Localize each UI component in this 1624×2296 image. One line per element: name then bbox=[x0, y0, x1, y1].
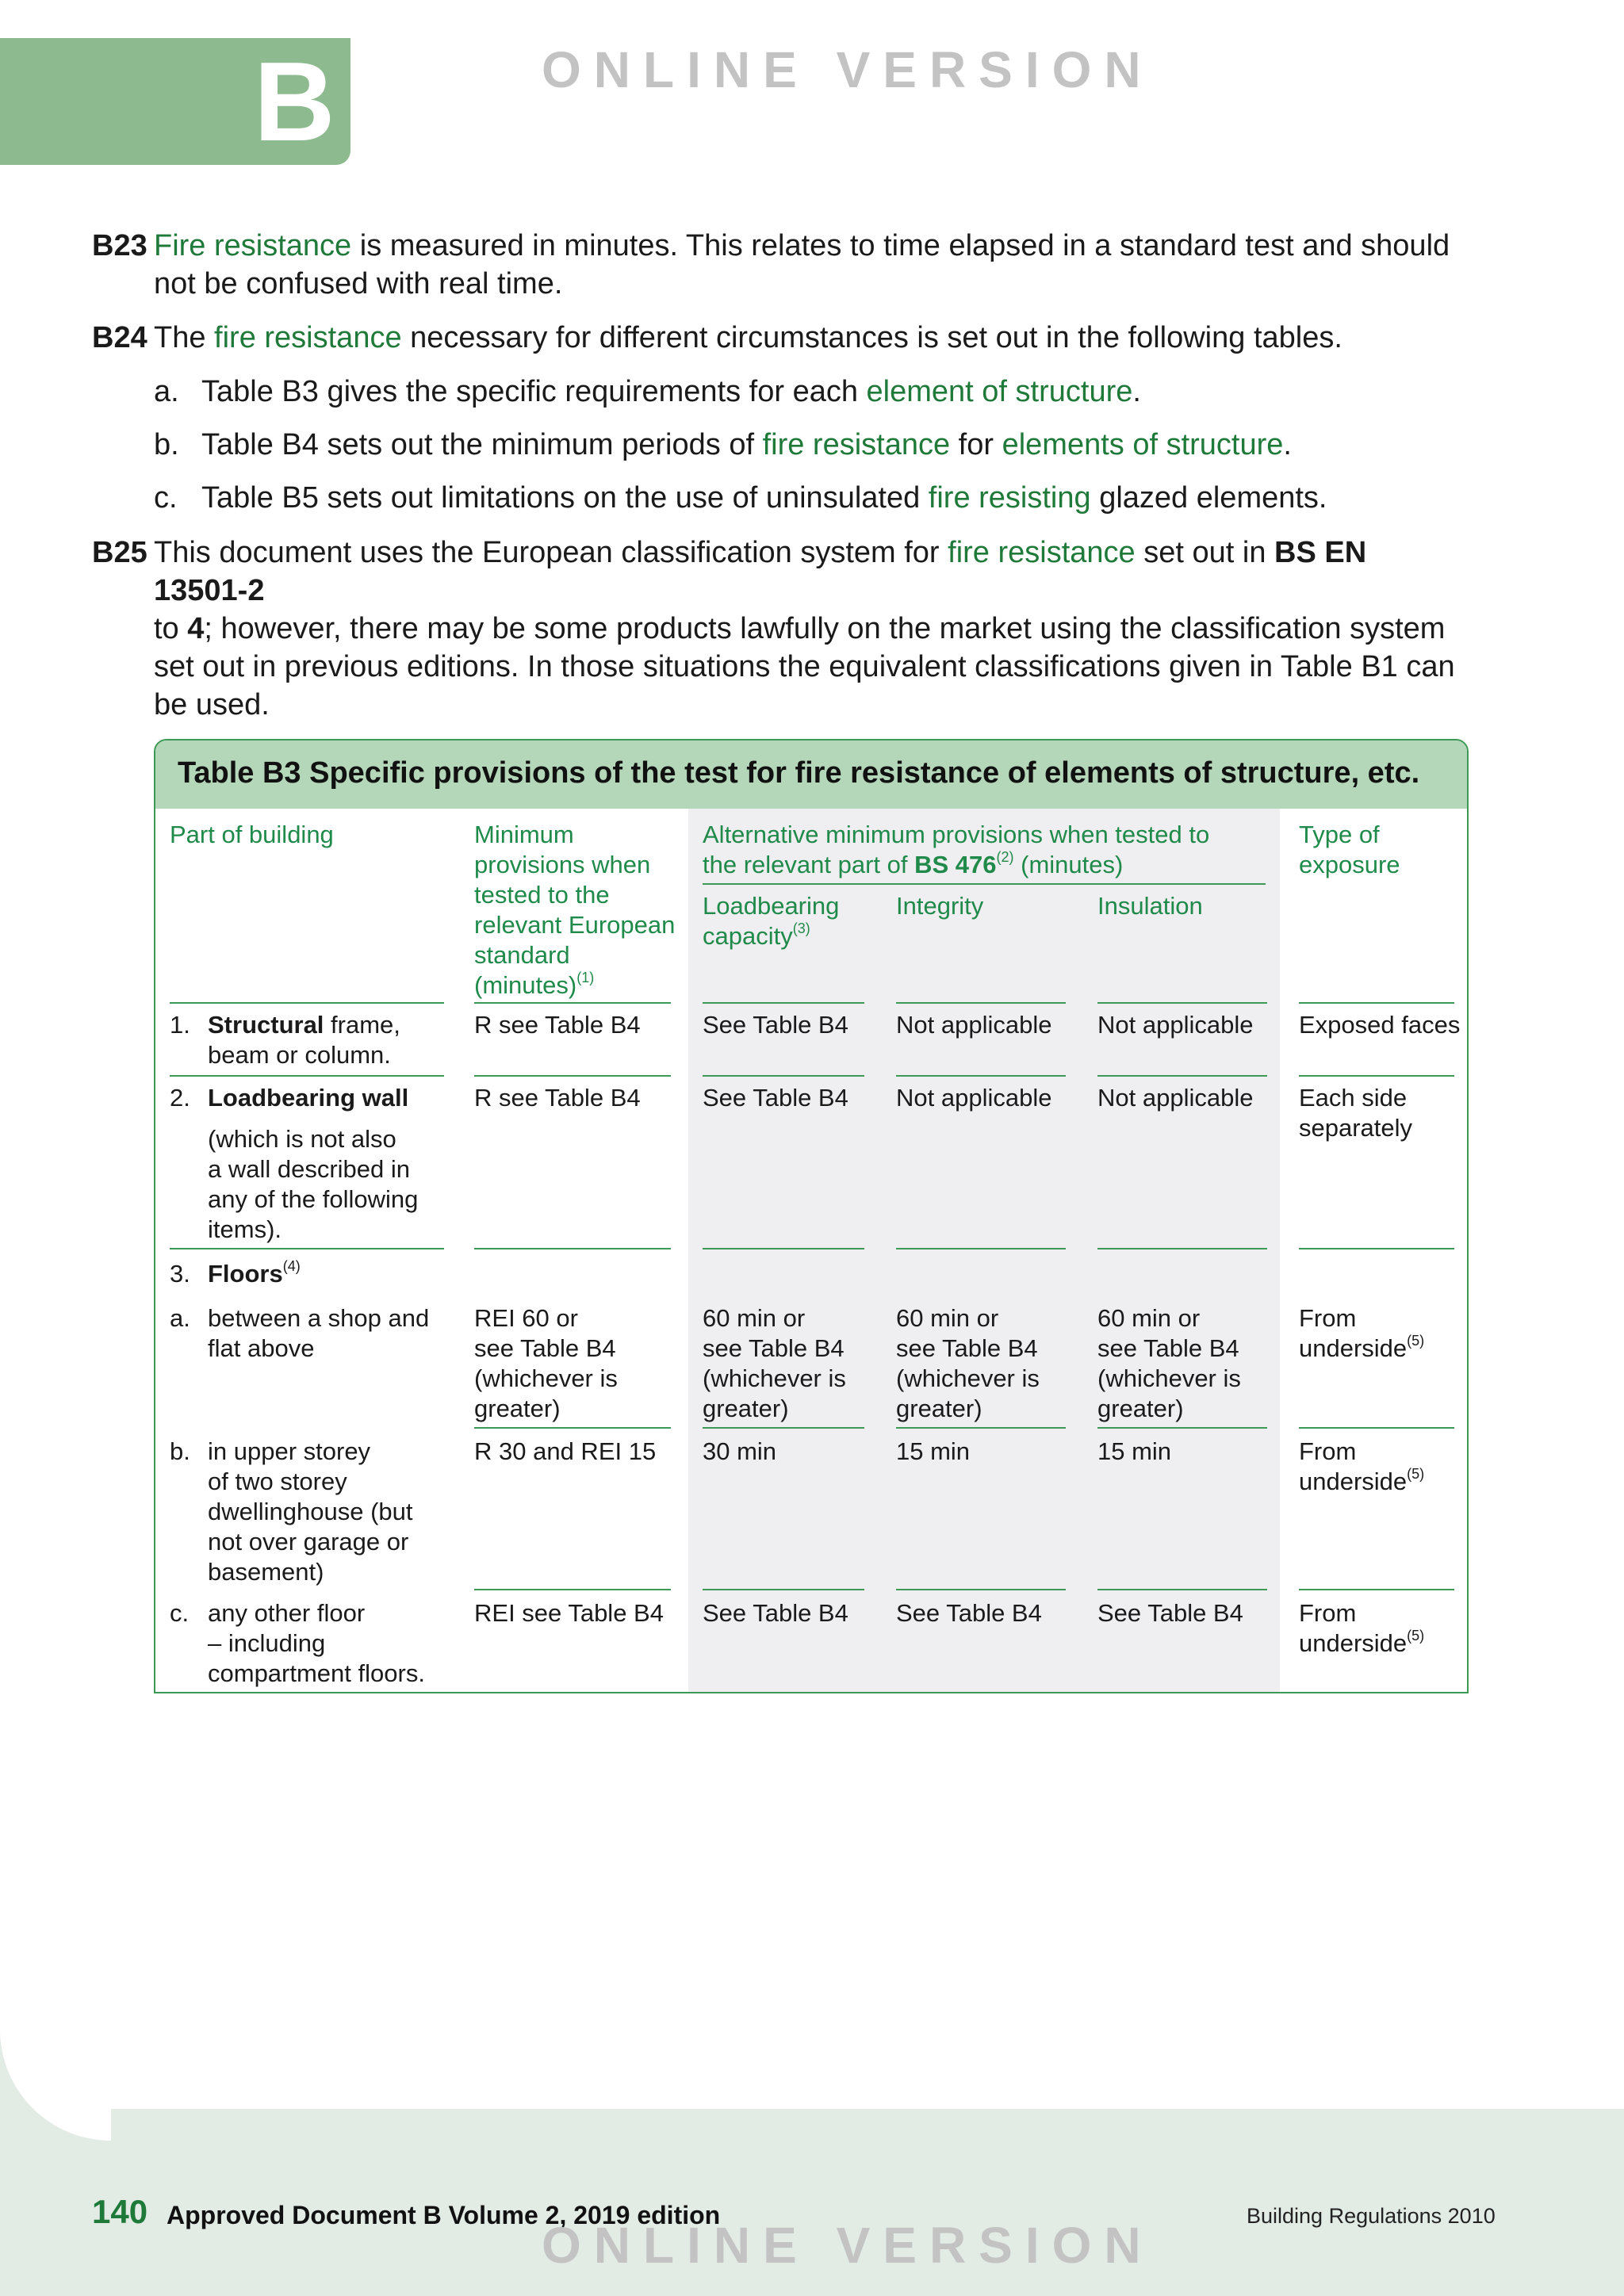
row-rule bbox=[474, 1248, 671, 1249]
row-rule bbox=[1097, 1589, 1267, 1590]
row-part: between a shop and flat above bbox=[208, 1304, 430, 1362]
col-rule bbox=[1299, 1002, 1454, 1004]
defined-term: fire resisting bbox=[928, 481, 1091, 515]
cell-minimum: REI 60 or see Table B4 (whichever is greater) bbox=[474, 1304, 618, 1422]
row-rule bbox=[896, 1427, 1066, 1429]
cell-insulation: 15 min bbox=[1097, 1437, 1172, 1465]
chapter-letter: B bbox=[254, 39, 335, 165]
list-text: for bbox=[950, 428, 1002, 461]
row-part: Floors$^{(4)}$ bbox=[208, 1257, 301, 1288]
col-rule bbox=[1097, 1002, 1267, 1004]
col-rule bbox=[170, 1002, 444, 1004]
col-rule bbox=[896, 1002, 1066, 1004]
row-rule bbox=[474, 1589, 671, 1590]
col-rule bbox=[703, 1002, 864, 1004]
header-rule bbox=[703, 883, 1266, 885]
clause-number: B24 bbox=[92, 321, 147, 354]
defined-term: fire resistance bbox=[948, 536, 1136, 569]
row-part: Loadbearing wall (which is not also a wall described in any of the following items). bbox=[208, 1084, 419, 1243]
cell-integrity: 60 min or see Table B4 (whichever is greater) bbox=[896, 1304, 1040, 1422]
row-number: 2. bbox=[170, 1084, 190, 1112]
row-rule bbox=[896, 1589, 1066, 1590]
cell-insulation: 60 min or see Table B4 (whichever is greater) bbox=[1097, 1304, 1241, 1422]
header-part-of-building: Part of building bbox=[170, 821, 334, 848]
row-rule bbox=[170, 1075, 444, 1077]
clause-b24 bbox=[92, 319, 1456, 357]
watermark-top: ONLINE VERSION bbox=[542, 41, 1154, 98]
cell-integrity: Not applicable bbox=[896, 1011, 1052, 1039]
list-item-b bbox=[154, 426, 1454, 464]
header-integrity: Integrity bbox=[896, 892, 984, 920]
row-rule bbox=[170, 1248, 444, 1249]
header-exposure: Type of exposure bbox=[1299, 821, 1400, 878]
cell-loadbearing: 30 min bbox=[703, 1437, 777, 1465]
clause-text: This document uses the European classification system for bbox=[154, 536, 948, 569]
row-rule bbox=[703, 1427, 864, 1429]
list-marker: b. bbox=[154, 428, 179, 461]
cell-exposure: From underside$^{(5)}$ bbox=[1299, 1599, 1425, 1657]
cell-integrity: See Table B4 bbox=[896, 1599, 1042, 1627]
row-part: any other floor – including compartment floors. bbox=[208, 1599, 425, 1687]
list-text: . bbox=[1132, 375, 1141, 408]
cell-minimum: R see Table B4 bbox=[474, 1011, 641, 1039]
list-text: Table B3 gives the specific requirements for each bbox=[201, 375, 867, 408]
table-b3 bbox=[154, 739, 1469, 1693]
list-item-c bbox=[154, 479, 1454, 517]
cell-loadbearing: See Table B4 bbox=[703, 1084, 848, 1112]
clause-text: to bbox=[154, 612, 188, 645]
header-minimum: Minimum provisions when tested to the relevant European standard (minutes)$^{(1)}$ bbox=[474, 821, 676, 999]
cell-exposure: Each side separately bbox=[1299, 1084, 1413, 1142]
document-title: Approved Document B Volume 2, 2019 edition bbox=[167, 2201, 721, 2229]
clause-number: B23 bbox=[92, 229, 147, 262]
row-rule bbox=[1299, 1248, 1454, 1249]
standard-ref: 4 bbox=[187, 612, 205, 645]
defined-term: elements of structure bbox=[1002, 428, 1284, 461]
cell-insulation: Not applicable bbox=[1097, 1084, 1254, 1112]
row-rule bbox=[474, 1427, 671, 1429]
footer-curve bbox=[0, 2030, 111, 2141]
clause-number: B25 bbox=[92, 536, 147, 569]
row-letter: a. bbox=[170, 1304, 190, 1332]
row-rule bbox=[896, 1075, 1066, 1077]
table-title: Table B3 Specific provisions of the test for fire resistance of elements of structure, etc. bbox=[178, 756, 1420, 790]
cell-exposure: Exposed faces bbox=[1299, 1011, 1461, 1039]
list-text: . bbox=[1283, 428, 1292, 461]
watermark-bottom: ONLINE VERSION bbox=[542, 2217, 1154, 2274]
cell-integrity: 15 min bbox=[896, 1437, 971, 1465]
header-alternative: Alternative minimum provisions when tested to the relevant part of BS 476$^{(2)}$ (minutes) bbox=[703, 821, 1210, 878]
list-marker: a. bbox=[154, 375, 179, 408]
cell-insulation: Not applicable bbox=[1097, 1011, 1254, 1039]
cell-minimum: REI see Table B4 bbox=[474, 1599, 664, 1627]
defined-term: fire resistance bbox=[762, 428, 951, 461]
cell-loadbearing: See Table B4 bbox=[703, 1011, 848, 1039]
clause-b23 bbox=[92, 227, 1456, 303]
defined-term: element of structure bbox=[866, 375, 1133, 408]
cell-loadbearing: See Table B4 bbox=[703, 1599, 848, 1627]
row-rule bbox=[1097, 1075, 1267, 1077]
clause-text: The bbox=[154, 321, 215, 354]
list-text: Table B4 sets out the minimum periods of bbox=[201, 428, 763, 461]
clause-text: not be confused with real time. bbox=[154, 267, 563, 300]
row-rule bbox=[896, 1248, 1066, 1249]
page-number: 140 bbox=[92, 2193, 148, 2230]
clause-text: necessary for different circumstances is set out in the following tables. bbox=[401, 321, 1342, 354]
row-rule bbox=[1097, 1427, 1267, 1429]
cell-minimum: R see Table B4 bbox=[474, 1084, 641, 1112]
cell-loadbearing: 60 min or see Table B4 (whichever is greater) bbox=[703, 1304, 846, 1422]
row-part: in upper storey of two storey dwellinghouse (but not over garage or basement) bbox=[208, 1437, 413, 1586]
list-item-a bbox=[154, 373, 1454, 411]
row-rule bbox=[1299, 1589, 1454, 1590]
clause-text: set out in bbox=[1135, 536, 1275, 569]
row-rule bbox=[703, 1589, 864, 1590]
cell-integrity: Not applicable bbox=[896, 1084, 1052, 1112]
clause-text: is measured in minutes. This relates to time elapsed in a standard test and should bbox=[351, 229, 1450, 262]
col-rule bbox=[474, 1002, 671, 1004]
row-number: 3. bbox=[170, 1260, 190, 1288]
header-loadbearing: Loadbearing capacity$^{(3)}$ bbox=[703, 892, 840, 950]
clause-text: ; however, there may be some products lawfully on the market using the classification system bbox=[204, 612, 1446, 645]
cell-insulation: See Table B4 bbox=[1097, 1599, 1243, 1627]
clause-text: set out in previous editions. In those situations the equivalent classifications given in Table B1 can bbox=[154, 650, 1455, 683]
defined-term: fire resistance bbox=[214, 321, 402, 354]
defined-term: Fire resistance bbox=[154, 229, 352, 262]
clause-text: be used. bbox=[154, 688, 270, 721]
row-rule bbox=[1299, 1075, 1454, 1077]
cell-minimum: R 30 and REI 15 bbox=[474, 1437, 657, 1465]
table-row: 1. bbox=[170, 1011, 190, 1039]
standard-ref: BS EN 13501-2 bbox=[154, 536, 1367, 607]
row-rule bbox=[1097, 1248, 1267, 1249]
row-rule bbox=[703, 1248, 864, 1249]
row-letter: b. bbox=[170, 1437, 190, 1465]
row-letter: c. bbox=[170, 1599, 190, 1627]
row-rule bbox=[474, 1075, 671, 1077]
header-insulation: Insulation bbox=[1097, 892, 1203, 920]
row-rule bbox=[1299, 1427, 1454, 1429]
clause-b25 bbox=[92, 534, 1456, 724]
cell-exposure: From underside$^{(5)}$ bbox=[1299, 1304, 1425, 1362]
list-marker: c. bbox=[154, 481, 178, 515]
list-text: Table B5 sets out limitations on the use of uninsulated bbox=[201, 481, 929, 515]
cell-exposure: From underside$^{(5)}$ bbox=[1299, 1437, 1425, 1495]
row-part: Structural frame, beam or column. bbox=[208, 1011, 400, 1069]
row-rule bbox=[703, 1075, 864, 1077]
regulations-title: Building Regulations 2010 bbox=[1247, 2204, 1496, 2228]
list-text: glazed elements. bbox=[1090, 481, 1327, 515]
